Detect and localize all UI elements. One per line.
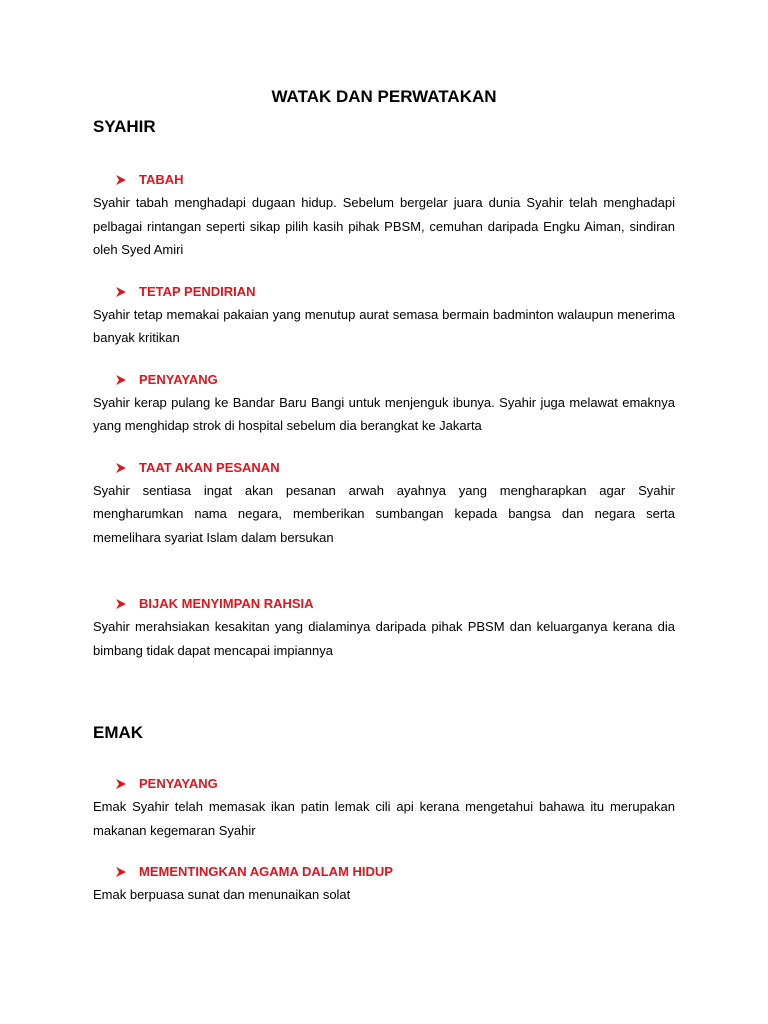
trait-label: BIJAK MENYIMPAN RAHSIA <box>139 596 314 611</box>
document-title: WATAK DAN PERWATAKAN <box>271 87 497 106</box>
trait-label: PENYAYANG <box>139 371 218 387</box>
trait-description: Syahir sentiasa ingat akan pesanan arwah ayahnya yang mengharapkan agar Syahir mengharumkan nama negara, memberikan sumbangan kepada bangsa dan negara serta memelihara syariat Islam dalam bersukan <box>93 482 675 545</box>
trait-heading <box>93 774 675 794</box>
trait-description: Emak Syahir telah memasak ikan patin lemak cili api kerana mengetahui bahawa itu merupakan makanan kegemaran Syahir <box>93 799 675 838</box>
arrowhead-bullet-icon <box>115 778 127 790</box>
trait-heading <box>93 170 675 190</box>
arrowhead-bullet-icon <box>115 286 127 298</box>
trait-description: Syahir kerap pulang ke Bandar Baru Bangi untuk menjenguk ibunya. Syahir juga melawat emaknya yang menghidap strok di hospital sebelum dia berangkat ke Jakarta <box>93 394 675 433</box>
section-heading-emak: EMAK <box>93 723 144 742</box>
trait-block <box>93 282 675 350</box>
trait-description: Emak berpuasa sunat dan menunaikan solat <box>93 887 351 902</box>
trait-label: TAAT AKAN PESANAN <box>139 459 280 475</box>
trait-description: Syahir tetap memakai pakaian yang menutup aurat semasa bermain badminton walaupun menerima banyak kritikan <box>93 306 675 345</box>
trait-label: MEMENTINGKAN AGAMA DALAM HIDUP <box>139 864 393 879</box>
trait-block <box>93 170 675 262</box>
trait-block <box>93 370 675 438</box>
trait-label: PENYAYANG <box>139 776 218 791</box>
trait-description: Syahir tabah menghadapi dugaan hidup. Sebelum bergelar juara dunia Syahir telah menghadapi pelbagai rintangan seperti sikap pilih kasih pihak PBSM, cemuhan daripada Engku Aiman, sindiran oleh Syed Amiri <box>93 195 675 257</box>
trait-heading <box>93 370 675 390</box>
trait-description: Syahir merahsiakan kesakitan yang dialaminya daripada pihak PBSM dan keluarganya kerana dia bimbang tidak dapat mencapai impiannya <box>93 619 675 658</box>
arrowhead-bullet-icon <box>115 598 127 610</box>
trait-block <box>93 862 675 907</box>
trait-block <box>93 594 675 662</box>
trait-heading <box>93 458 675 478</box>
trait-block <box>93 458 675 550</box>
trait-heading <box>93 282 675 302</box>
arrowhead-bullet-icon <box>115 174 127 186</box>
trait-block <box>93 774 675 842</box>
arrowhead-bullet-icon <box>115 462 127 474</box>
arrowhead-bullet-icon <box>115 866 127 878</box>
trait-label: TABAH <box>139 172 184 187</box>
arrowhead-bullet-icon <box>115 374 127 386</box>
trait-heading <box>93 862 675 882</box>
trait-heading <box>93 594 675 614</box>
document-page <box>93 86 675 907</box>
section-heading-syahir: SYAHIR <box>93 117 156 136</box>
trait-label: TETAP PENDIRIAN <box>139 283 256 299</box>
